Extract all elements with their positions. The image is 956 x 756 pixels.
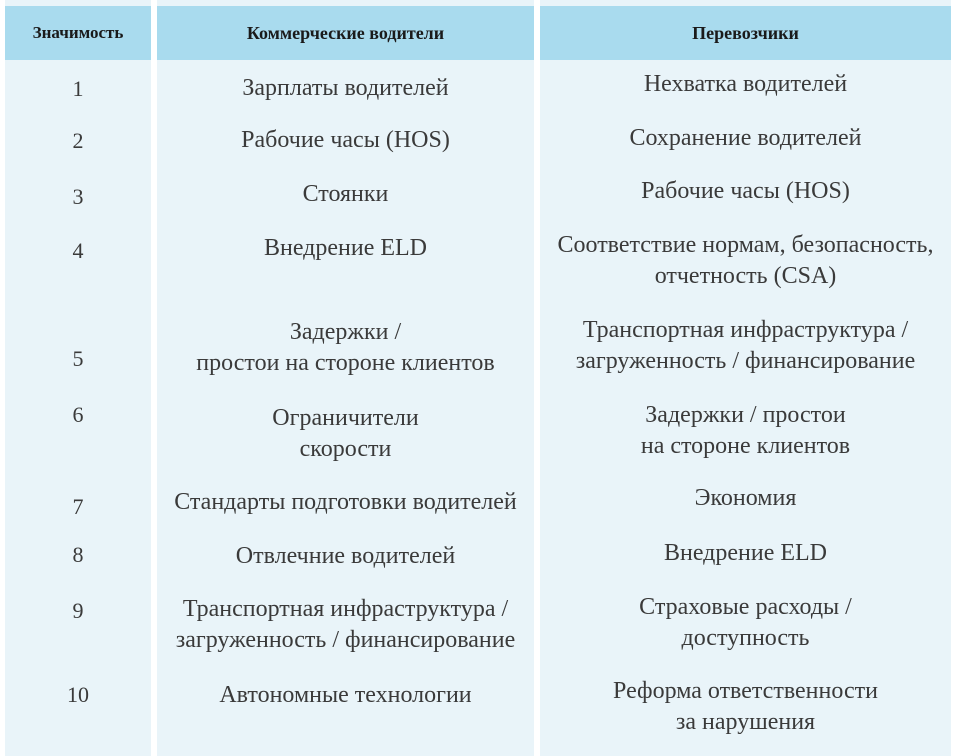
row-4-carriers: Соответствие нормам, безопасность, отчетность (CSA) [557, 232, 934, 289]
row-6-rank: 6 [72, 401, 84, 427]
row-1-rank: 1 [72, 75, 84, 101]
row-9-carriers: Страховые расходы / доступность [639, 594, 852, 651]
row-2-rank: 2 [72, 127, 84, 153]
row-7-carriers: Экономия [694, 484, 797, 511]
row-10-drivers: Автономные технологии [219, 681, 472, 708]
row-1-carriers: Нехватка водителей [643, 70, 848, 97]
row-7-rank: 7 [72, 493, 84, 519]
row-5-carriers: Транспортная инфраструктура / загруженность / финансирование [575, 317, 916, 374]
header-rank: Значимость [5, 6, 151, 60]
row-8-carriers: Внедрение ELD [663, 539, 828, 566]
row-4-rank: 4 [72, 237, 84, 263]
row-8-rank: 8 [72, 541, 84, 567]
row-5-drivers: Задержки / простои на стороне клиентов [196, 319, 495, 376]
row-8-drivers: Отвлечние водителей [235, 542, 456, 569]
row-10-rank: 10 [67, 681, 89, 707]
row-7-drivers: Стандарты подготовки водителей [174, 488, 517, 515]
row-2-drivers: Рабочие часы (HOS) [241, 126, 450, 153]
row-2-carriers: Сохранение водителей [629, 124, 862, 151]
row-10-carriers: Реформа ответственности за нарушения [613, 678, 878, 735]
row-6-drivers: Ограничители скорости [272, 405, 419, 462]
rank-column [5, 0, 151, 756]
header-carriers: Перевозчики [540, 6, 951, 60]
row-5-rank: 5 [72, 345, 84, 371]
row-6-carriers: Задержки / простои на стороне клиентов [640, 402, 851, 459]
row-9-drivers: Транспортная инфраструктура / загруженность / финансирование [175, 596, 516, 653]
header-drivers: Коммерческие водители [157, 6, 534, 60]
row-3-rank: 3 [72, 183, 84, 209]
row-3-carriers: Рабочие часы (HOS) [641, 177, 850, 204]
row-1-drivers: Зарплаты водителей [242, 74, 449, 101]
row-4-drivers: Внедрение ELD [263, 234, 428, 261]
row-9-rank: 9 [72, 597, 84, 623]
row-3-drivers: Стоянки [302, 180, 389, 207]
